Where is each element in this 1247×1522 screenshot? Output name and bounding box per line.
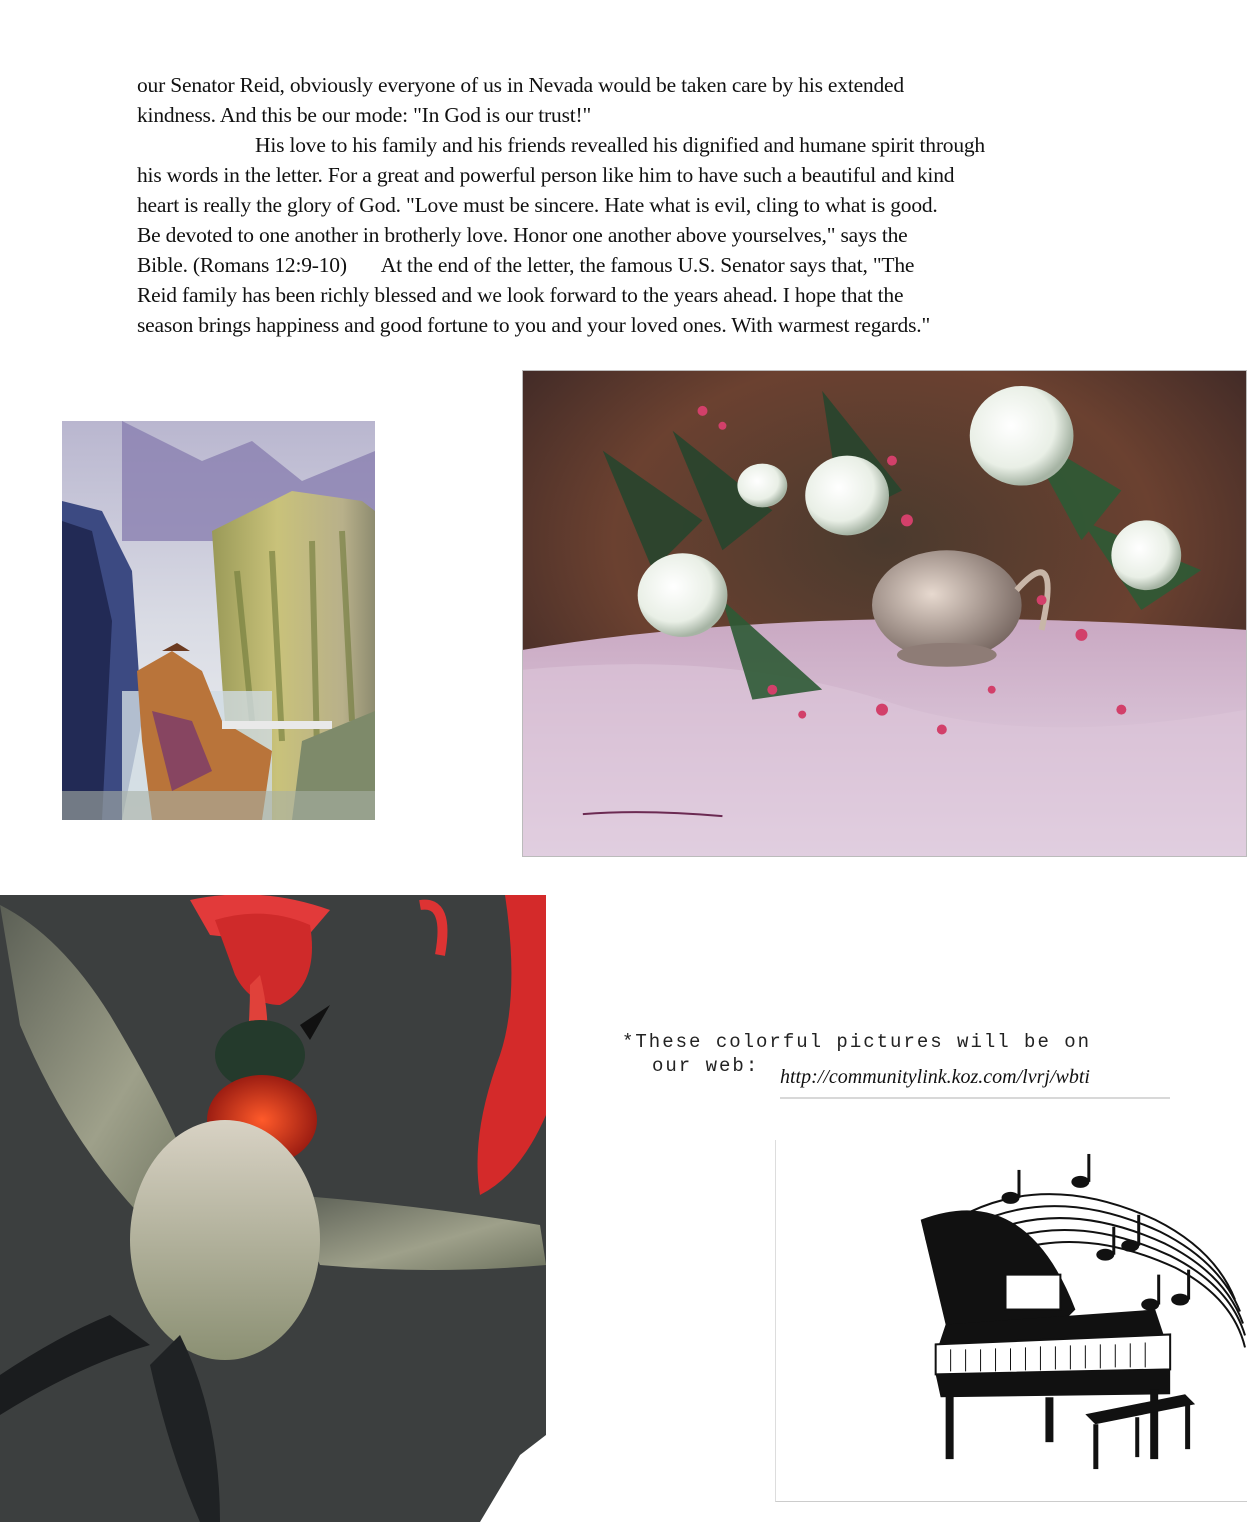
- letter-line: His love to his family and his friends revealled his dignified and humane spirit through: [255, 133, 985, 157]
- letter-line: Reid family has been richly blessed and we look forward to the years ahead. I hope that the: [137, 283, 904, 307]
- letter-line: [137, 250, 1127, 280]
- caption-line: *These colorful pictures will be on: [622, 1031, 1092, 1053]
- letter-line: our Senator Reid, obviously everyone of us in Nevada would be taken care by his extended: [137, 73, 904, 97]
- letter-line: kindness. And this be our mode: "In God is our trust!": [137, 103, 592, 127]
- piano-clipart: [775, 1140, 1247, 1502]
- letter-line: his words in the letter. For a great and powerful person like him to have such a beautiful and kind: [137, 163, 955, 187]
- letter-text: [137, 70, 1127, 340]
- letter-line-part: Bible. (Romans 12:9-10): [137, 253, 347, 277]
- flower-still-life-painting: [522, 370, 1247, 857]
- letter-line: season brings happiness and good fortune to you and your loved ones. With warmest regards.": [137, 313, 931, 337]
- caption-line: our web:: [652, 1055, 760, 1077]
- letter-line-part: At the end of the letter, the famous U.S. Senator says that, "The: [380, 253, 915, 277]
- letter-line: heart is really the glory of God. "Love must be sincere. Hate what is evil, cling to what is good.: [137, 193, 938, 217]
- website-url[interactable]: http://communitylink.koz.com/lvrj/wbti: [780, 1066, 1170, 1099]
- hummingbird-photo: [0, 895, 546, 1522]
- landscape-painting: [62, 421, 375, 820]
- letter-line: Be devoted to one another in brotherly love. Honor one another above yourselves," says the: [137, 223, 908, 247]
